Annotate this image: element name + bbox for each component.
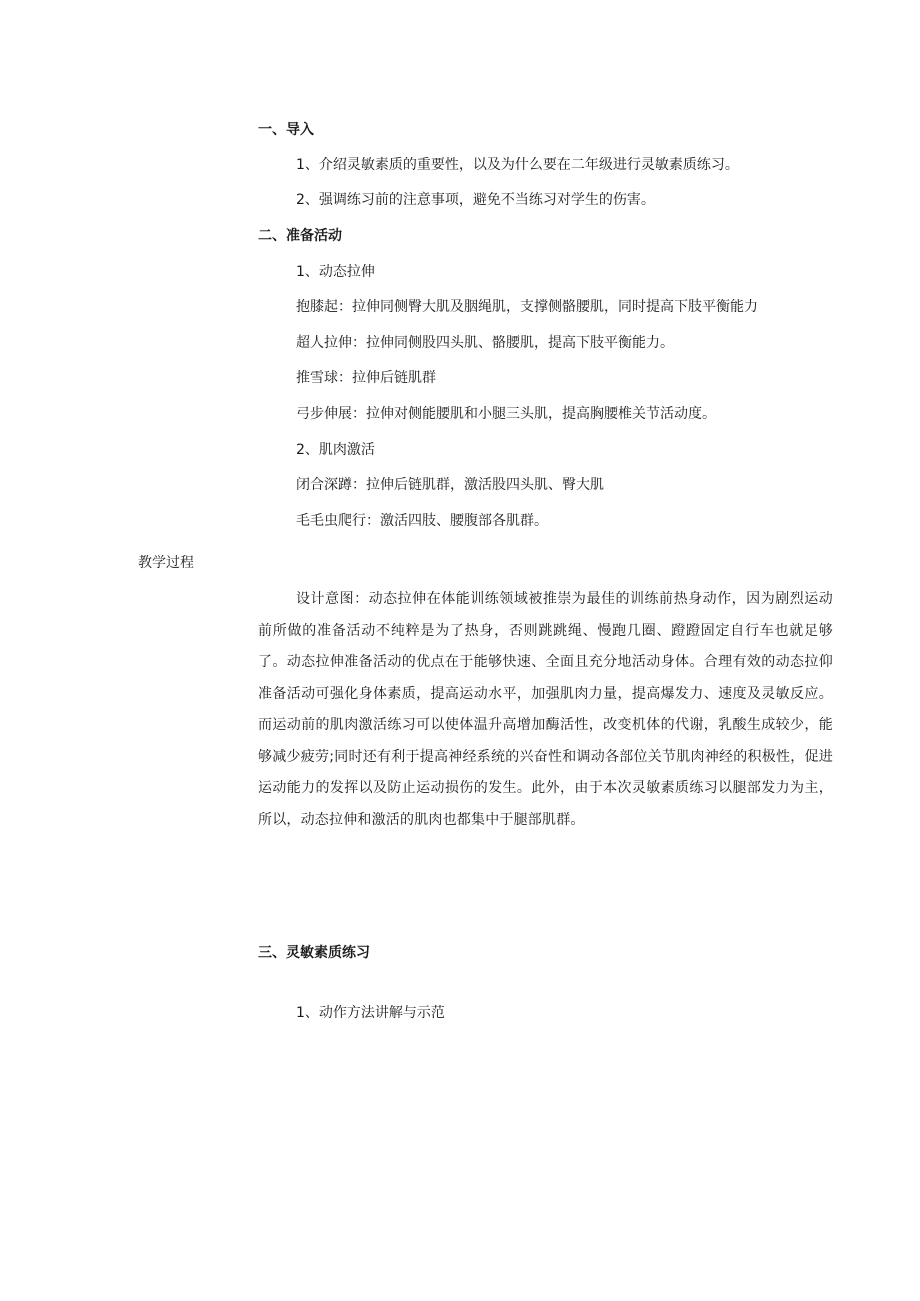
agility-item-1: 1、动作方法讲解与示范 <box>296 1005 445 1021</box>
teaching-process-label: 教学过程 <box>138 555 194 571</box>
section-heading-warmup: 二、准备活动 <box>258 228 342 244</box>
section-heading-agility: 三、灵敏素质练习 <box>258 945 370 961</box>
design-intent-paragraph: 设计意图：动态拉伸在体能训练领域被推崇为最佳的训练前热身动作，因为剧烈运动前所做的准备活动不纯粹是为了热身，否则跳跳绳、慢跑几圈、蹬蹬固定自行车也就足够了。动态拉伸准备活动的优点在于能够快速、全面且充分地活动身体。合理有效的动态拉仰准备活动可强化身体素质，提高运动水平，加强肌肉力量，提高爆发力、速度及灵敏反应。而运动前的肌肉激活练习可以使体温升高增加酶活性，改变机体的代谢，乳酸生成较少，能够减少疲劳;同时还有利于提高神经系统的兴奋性和调动各部位关节肌肉神经的积极性，促进运动能力的发挥以及防止运动损伤的发生。此外，由于本次灵敏素质练习以腿部发力为主，所以，动态拉伸和激活的肌肉也都集中于腿部肌群。 <box>258 591 833 828</box>
warmup-stretch-item-2: 超人拉伸：拉伸同侧股四头肌、骼腰肌，提高下肢平衡能力。 <box>296 335 674 351</box>
intro-item-2: 2、强调练习前的注意事项，避免不当练习对学生的伤害。 <box>296 192 655 208</box>
warmup-sub2-title: 2、肌肉激活 <box>296 442 375 458</box>
intro-item-1: 1、介绍灵敏素质的重要性，以及为什么要在二年级进行灵敏素质练习。 <box>296 157 739 173</box>
warmup-activation-item-2: 毛毛虫爬行：激活四肢、腰腹部各肌群。 <box>296 513 548 529</box>
section-heading-intro: 一、导入 <box>258 122 314 138</box>
warmup-sub1-title: 1、动态拉伸 <box>296 264 375 280</box>
warmup-activation-item-1: 闭合深蹲：拉伸后链肌群，激活股四头肌、臀大肌 <box>296 477 604 493</box>
warmup-stretch-item-1: 抱膝起：拉伸同侧臀大肌及胭绳肌，支撑侧骼腰肌，同时提高下肢平衡能力 <box>296 299 758 315</box>
warmup-stretch-item-4: 弓步伸展：拉伸对侧能腰肌和小腿三头肌，提高胸腰椎关节活动度。 <box>296 406 716 422</box>
warmup-stretch-item-3: 推雪球：拉伸后链肌群 <box>296 370 436 386</box>
